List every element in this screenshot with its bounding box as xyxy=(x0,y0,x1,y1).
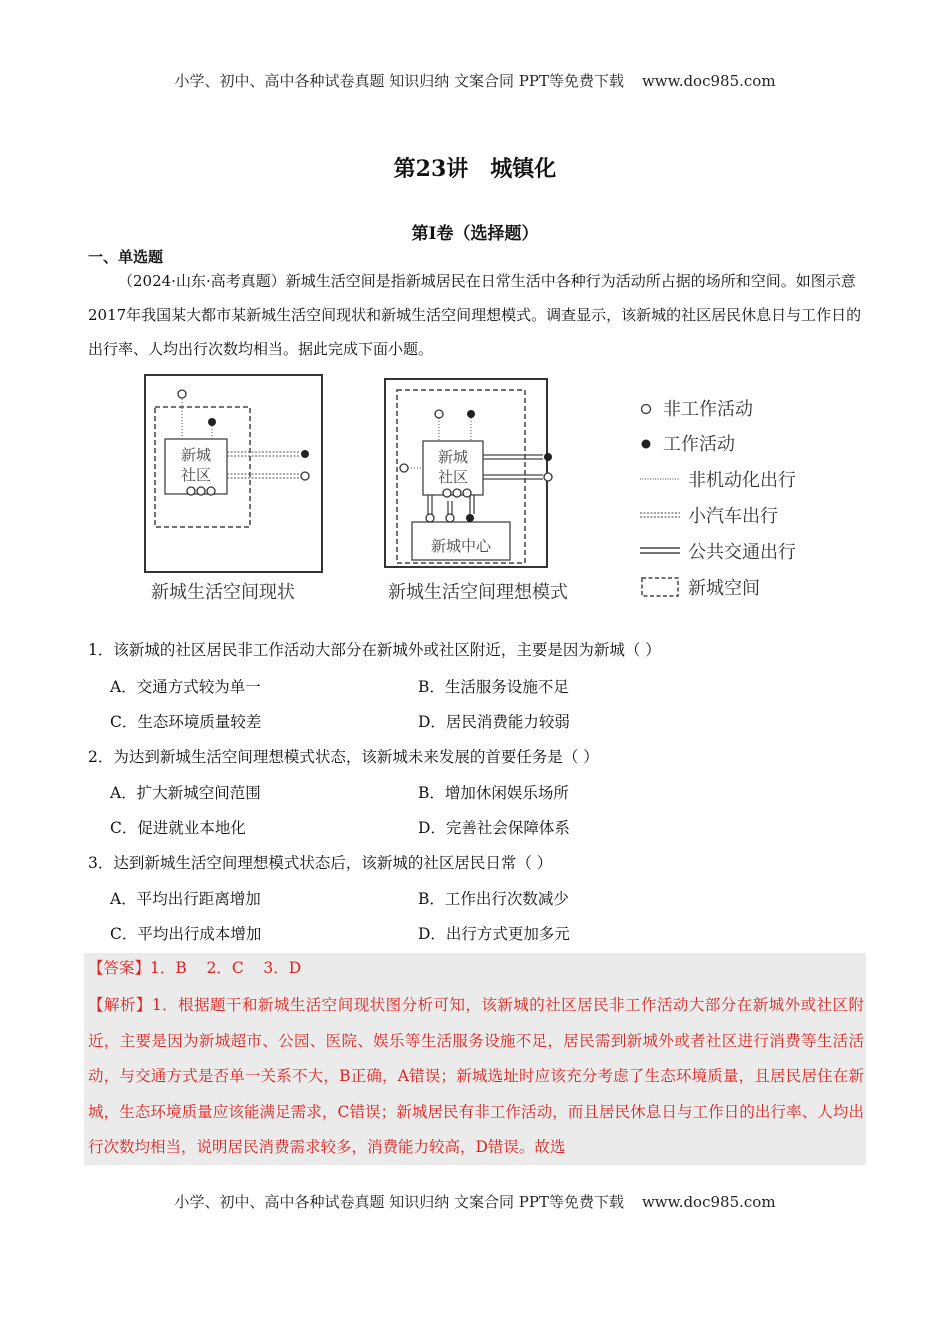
answer-text: 1．B 2．C 3．D xyxy=(150,959,302,977)
explanation-text: 1．根据题干和新城生活空间现状图分析可知，该新城的社区居民非工作活动大部分在新城外或社区附近，主要是因为新城超市、公园、医院、娱乐等生活服务设施不足，居民需到新城外或者社区进行消费等生活活动，与交通方式是否单一关系不大，B正确，A错误；新城选址时应该充分考虑了生态环境质量，且居民居住在新城，生态环境质量应该能满足需求，C错误；新城居民有非工作活动，而且居民休息日与工作日的出行率、人均出行次数均相当，说明居民消费需求较多，消费能力较高，D错误。故选 xyxy=(88,996,864,1156)
explanation-label: 【解析】 xyxy=(88,996,152,1014)
legend-car: 小汽车出行 xyxy=(688,506,778,527)
answer-line xyxy=(88,956,301,978)
legend-work: 工作活动 xyxy=(663,434,735,455)
ideal-mode-diagram xyxy=(385,379,568,603)
header-text: 小学、初中、高中各种试卷真题 知识归纳 文案合同 PPT等免费下载 xyxy=(174,72,624,90)
community-label-2b: 社区 xyxy=(437,468,469,486)
q2-option-b[interactable]: B．增加休闲娱乐场所 xyxy=(418,784,569,802)
footer-text: 小学、初中、高中各种试卷真题 知识归纳 文案合同 PPT等免费下载 xyxy=(174,1193,624,1211)
community-label-1b: 新城 xyxy=(437,448,469,466)
question-3: 3．达到新城生活空间理想模式状态后，该新城的社区居民日常（ ） xyxy=(88,854,553,872)
q3-option-c[interactable]: C．平均出行成本增加 xyxy=(110,925,262,943)
paper-subtitle: 第I卷（选择题） xyxy=(411,224,539,244)
q3-option-b[interactable]: B．工作出行次数减少 xyxy=(418,890,569,908)
question-1: 1．该新城的社区居民非工作活动大部分在新城外或社区附近，主要是因为新城（ ） xyxy=(88,641,661,659)
lecture-topic: 城镇化 xyxy=(490,156,557,182)
question-2: 2．为达到新城生活空间理想模式状态，该新城未来发展的首要任务是（ ） xyxy=(88,748,599,766)
explanation xyxy=(88,988,864,1166)
legend xyxy=(640,399,796,599)
q3-option-d[interactable]: D．出行方式更加多元 xyxy=(418,925,570,943)
stem-text: （2024·山东·高考真题）新城生活空间是指新城居民在日常生活中各种行为活动所占据的场所和空间。如图示意2017年我国某大都市某新城生活空间现状和新城生活空间理想模式。调查显示，该新城的社区居民休息日与工作日的出行率、人均出行次数均相当。据此完成下面小题。 xyxy=(88,272,862,358)
header-url[interactable]: www.doc985.com xyxy=(641,72,776,90)
answer-label: 【答案】 xyxy=(88,959,151,977)
legend-nonmotor: 非机动化出行 xyxy=(688,470,796,491)
q1-option-d[interactable]: D．居民消费能力较弱 xyxy=(418,713,570,731)
section-heading: 一、单选题 xyxy=(88,248,164,266)
legend-non-work: 非工作活动 xyxy=(663,399,753,420)
current-status-diagram xyxy=(145,375,322,603)
left-caption: 新城生活空间现状 xyxy=(151,582,295,603)
q1-option-a[interactable]: A．交通方式较为单一 xyxy=(110,678,261,696)
q2-option-c[interactable]: C．促进就业本地化 xyxy=(110,819,246,837)
legend-newcity: 新城空间 xyxy=(688,578,760,599)
q1-option-c[interactable]: C．生态环境质量较差 xyxy=(110,713,262,731)
q1-option-b[interactable]: B．生活服务设施不足 xyxy=(418,678,569,696)
q3-option-a[interactable]: A．平均出行距离增加 xyxy=(110,890,261,908)
center-label: 新城中心 xyxy=(430,537,492,555)
question-stem xyxy=(88,264,866,366)
right-caption: 新城生活空间理想模式 xyxy=(388,582,568,603)
page-header xyxy=(0,70,950,91)
q2-option-d[interactable]: D．完善社会保障体系 xyxy=(418,819,570,837)
footer-url[interactable]: www.doc985.com xyxy=(641,1193,776,1211)
page-title xyxy=(0,152,950,183)
community-label-1: 新城 xyxy=(180,446,212,464)
community-label-2: 社区 xyxy=(180,466,212,484)
q2-option-a[interactable]: A．扩大新城空间范围 xyxy=(110,784,261,802)
page-footer xyxy=(0,1191,950,1212)
lecture-number: 第23讲 xyxy=(393,156,469,182)
figure xyxy=(135,370,835,610)
legend-transit: 公共交通出行 xyxy=(688,542,796,563)
